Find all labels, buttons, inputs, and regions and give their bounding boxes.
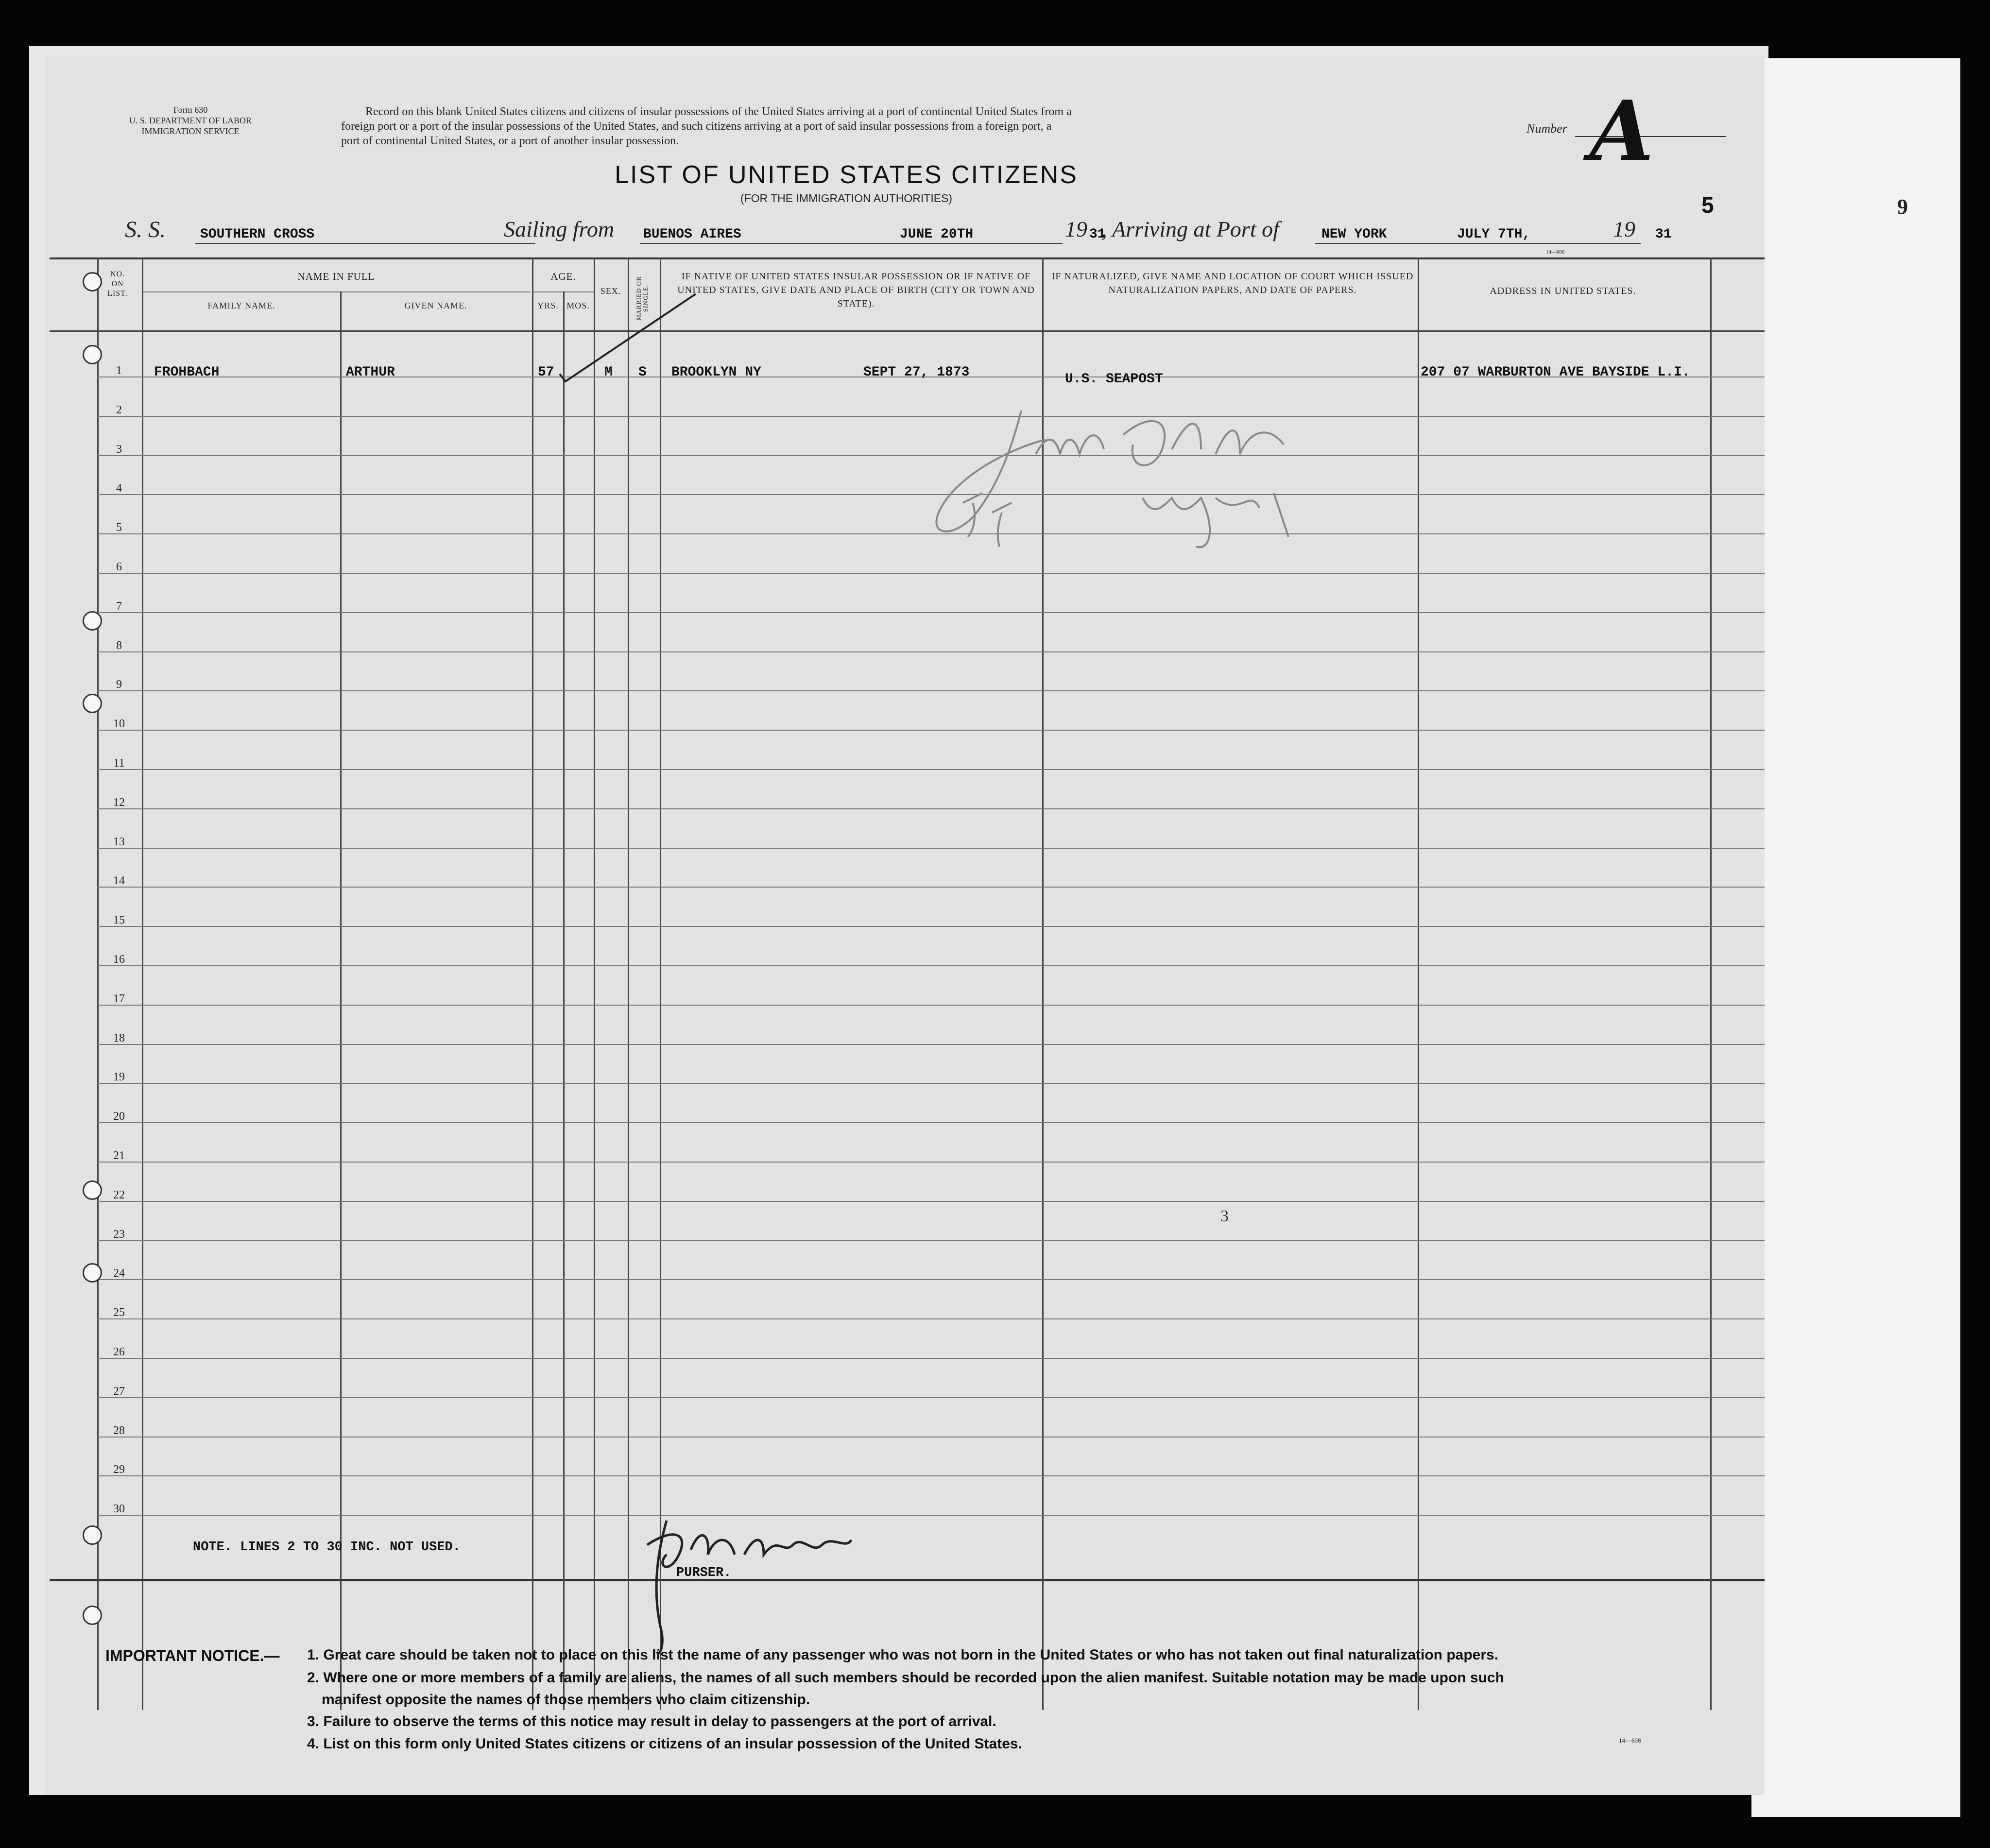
- col-family-header: FAMILY NAME.: [207, 301, 275, 310]
- binder-hole-icon: [83, 694, 102, 713]
- birth-place-cell: BROOKLYN NY: [671, 365, 761, 380]
- row-rule: [97, 573, 1765, 574]
- row-rule: [97, 1005, 1765, 1006]
- row-rule: [97, 612, 1765, 613]
- row-number: 30: [113, 1503, 125, 1516]
- row-rule: [97, 887, 1765, 888]
- number-label: Number: [1527, 121, 1567, 136]
- inspector-signature: [900, 391, 1395, 566]
- arrival-port: NEW YORK: [1321, 227, 1387, 242]
- row-rule: [97, 690, 1765, 691]
- row-number: 11: [113, 757, 125, 770]
- instruction-line: port of continental United States, or a port of another insular possession.: [341, 135, 679, 147]
- page-subtitle: (FOR THE IMMIGRATION AUTHORITIES): [740, 192, 953, 205]
- given-name-cell: ARTHUR: [346, 365, 395, 380]
- instruction-line: foreign port or a port of the insular possessions of the United States, and such citizens arriving at a port of said insular possessions from a foreign port, a: [341, 120, 1052, 133]
- binder-hole-icon: [83, 1606, 102, 1625]
- row-rule: [97, 1240, 1765, 1241]
- col-married-header: MARRIED OR SINGLE.: [635, 276, 649, 321]
- binder-hole-icon: [83, 272, 102, 291]
- notice-heading: IMPORTANT NOTICE.—: [105, 1647, 280, 1664]
- row-number: 29: [113, 1463, 125, 1476]
- number-value: A: [1590, 83, 1654, 180]
- notice-item: manifest opposite the names of those members who claim citizenship.: [322, 1692, 810, 1708]
- family-name-cell: FROHBACH: [154, 365, 220, 380]
- col-yrs-header: YRS.: [537, 301, 559, 310]
- note-text: NOTE. LINES 2 TO 30 INC. NOT USED.: [193, 1540, 461, 1555]
- row-number: 26: [113, 1346, 125, 1358]
- row-number: 6: [116, 561, 122, 573]
- row-rule: [97, 1083, 1765, 1084]
- row-number: 3: [116, 443, 122, 456]
- row-number: 28: [113, 1424, 125, 1437]
- row-rule: [97, 1358, 1765, 1359]
- service: IMMIGRATION SERVICE: [141, 126, 240, 136]
- row-number: 23: [113, 1228, 125, 1241]
- row-rule: [97, 965, 1765, 966]
- row-number: 9: [116, 678, 122, 691]
- col-no-header: NO. ON LIST.: [107, 270, 128, 298]
- row-number: 20: [113, 1110, 125, 1123]
- row-rule: [97, 1515, 1765, 1516]
- binder-hole-icon: [83, 611, 102, 631]
- col-birth-header: IF NATIVE OF UNITED STATES INSULAR POSSESSION OR IF NATIVE OF UNITED STATES, GIVE DATE AND PLACE OF BIRTH (CITY OR TOWN AND STATE).: [677, 271, 1035, 309]
- row-rule: [97, 651, 1765, 652]
- row-number: 19: [113, 1071, 125, 1084]
- row-rule: [97, 1044, 1765, 1045]
- ship-name: SOUTHERN CROSS: [200, 227, 315, 242]
- notice-item: 3. Failure to observe the terms of this notice may result in delay to passengers at the port of arrival.: [307, 1713, 996, 1729]
- marital-cell: S: [638, 365, 647, 380]
- row-number: 1: [116, 364, 122, 377]
- age-yrs-cell: 57: [538, 365, 554, 380]
- year-prefix-1: 19: [1065, 217, 1087, 241]
- col-naturalized-header: IF NATURALIZED, GIVE NAME AND LOCATION OF COURT WHICH ISSUED NATURALIZATION PAPERS, AND DATE OF PAPERS.: [1051, 271, 1414, 295]
- binder-hole-icon: [83, 1181, 102, 1200]
- instruction-line: Record on this blank United States citizens and citizens of insular possessions of the United States arriving at a port of continental United States from a: [365, 105, 1072, 118]
- sex-cell: M: [604, 365, 613, 380]
- row-rule: [97, 1122, 1765, 1123]
- row-number: 21: [113, 1149, 125, 1162]
- arriving-label: , Arriving at Port of: [1101, 217, 1279, 241]
- birth-date-cell: SEPT 27, 1873: [863, 365, 970, 380]
- row-number: 8: [116, 639, 122, 652]
- check-mark-icon: [550, 289, 710, 391]
- notice-item: 2. Where one or more members of a family are aliens, the names of all such members should be recorded upon the alien manifest. Suitable notation may be made upon such: [307, 1670, 1504, 1686]
- arrival-date: JULY 7TH,: [1457, 227, 1531, 242]
- arrival-year: 31: [1655, 227, 1672, 242]
- row-number: 25: [113, 1306, 125, 1319]
- row-number: 27: [113, 1385, 125, 1398]
- ss-label: S. S.: [125, 217, 166, 242]
- page-mark: 5: [1701, 192, 1714, 218]
- row-rule: [97, 1397, 1765, 1398]
- row-rule: [97, 730, 1765, 731]
- row-number: 5: [116, 521, 122, 534]
- row-rule: [97, 1201, 1765, 1202]
- row-number: 17: [113, 992, 125, 1005]
- sail-year: 31: [1089, 227, 1106, 242]
- row-number: 15: [113, 914, 125, 927]
- footer-code: 14—608: [1619, 1737, 1641, 1744]
- row-rule: [97, 1279, 1765, 1280]
- row-rule: [97, 808, 1765, 809]
- notice-item: 4. List on this form only United States citizens or citizens of an insular possession of the United States.: [307, 1736, 1022, 1752]
- stray-mark: 3: [1220, 1207, 1229, 1225]
- row-numbers: [97, 56, 142, 1795]
- notice-item: 1. Great care should be taken not to place on this list the name of any passenger who was not born in the United States or who has not taken out final naturalization papers.: [307, 1647, 1499, 1663]
- col-name-header: NAME IN FULL: [297, 271, 375, 282]
- col-given-header: GIVEN NAME.: [404, 301, 467, 310]
- naturalized-cell: U.S. SEAPOST: [1065, 372, 1163, 387]
- col-mos-header: MOS.: [566, 301, 590, 310]
- manifest-sheet: [45, 56, 1765, 1795]
- sailing-label: Sailing from: [504, 217, 615, 241]
- row-rule: [97, 926, 1765, 927]
- row-number: 13: [113, 835, 125, 848]
- row-rules: [45, 56, 1765, 1795]
- row-rule: [97, 1475, 1765, 1476]
- row-number: 10: [113, 718, 125, 731]
- address-cell: 207 07 WARBURTON AVE BAYSIDE L.I.: [1421, 365, 1690, 380]
- page-title: LIST OF UNITED STATES CITIZENS: [615, 161, 1078, 189]
- row-number: 14: [113, 874, 125, 888]
- year-prefix-2: 19: [1613, 217, 1635, 241]
- row-number: 2: [116, 403, 122, 416]
- col-address-header: ADDRESS IN UNITED STATES.: [1490, 286, 1636, 296]
- side-page-mark: 9: [1897, 195, 1908, 219]
- row-number: 7: [116, 599, 122, 613]
- col-age-header: AGE.: [550, 271, 576, 282]
- binder-hole-icon: [83, 1263, 102, 1283]
- binder-hole-icon: [83, 345, 102, 364]
- binder-hole-icon: [83, 1525, 102, 1545]
- row-number: 18: [113, 1031, 125, 1044]
- row-rule: [97, 1318, 1765, 1319]
- sail-date: JUNE 20TH: [900, 227, 974, 242]
- printer-mark: 14—608: [1546, 249, 1565, 255]
- row-number: 22: [113, 1188, 125, 1201]
- department: U. S. DEPARTMENT OF LABOR: [129, 116, 252, 125]
- row-rule: [97, 1162, 1765, 1163]
- purser-label: PURSER.: [676, 1566, 732, 1580]
- row-rule: [97, 769, 1765, 770]
- from-port: BUENOS AIRES: [643, 227, 741, 242]
- adjacent-page: [1751, 58, 1960, 1817]
- row-rule: [97, 848, 1765, 849]
- row-number: 4: [116, 482, 122, 495]
- purser-signature: [618, 1506, 890, 1661]
- row-number: 12: [113, 796, 125, 809]
- row-number: 16: [113, 953, 125, 966]
- col-sex-header: SEX.: [600, 286, 621, 296]
- form-number: Form 630: [173, 105, 208, 115]
- row-number: 24: [113, 1267, 125, 1280]
